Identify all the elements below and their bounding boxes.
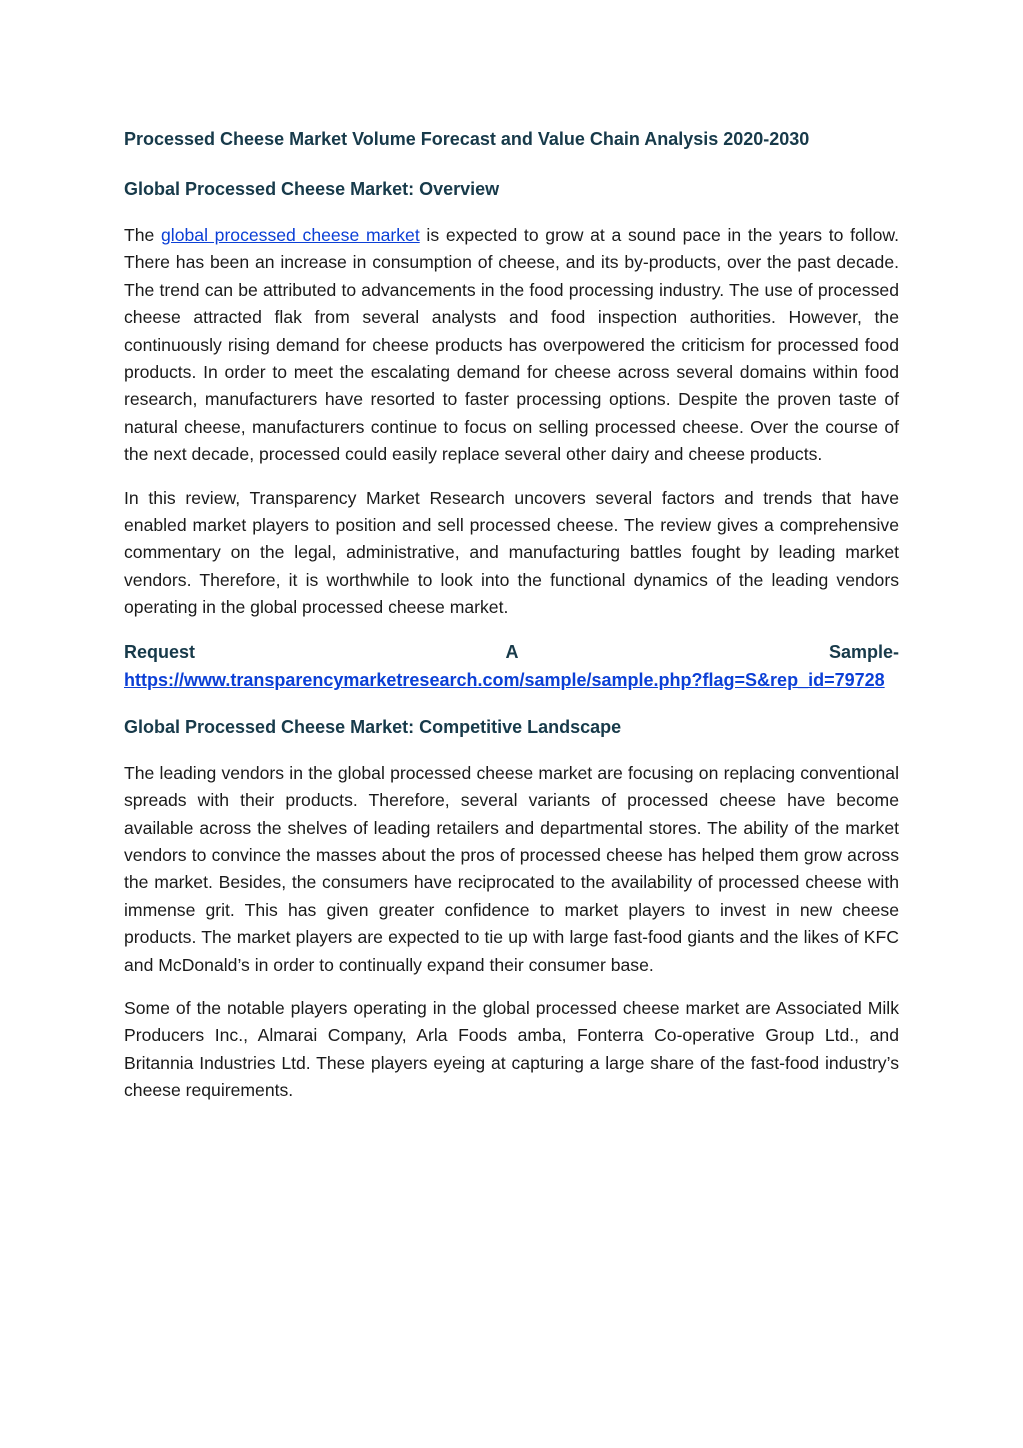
- request-word: Request: [124, 641, 196, 662]
- review-paragraph: In this review, Transparency Market Research uncovers several factors and trends that have enabled market players to position and sell processed cheese. The review gives a comprehensive commentary on the legal, administrative, and manufacturing battles fought by leading market vendors. Therefore, it is worthwhile to look into the functional dynamics of the leading vendors operating in the global processed cheese market.: [124, 487, 899, 618]
- sample-request-link[interactable]: https://www.transparencymarketresearch.com/sample/sample.php?flag=S&rep_id=79728: [124, 669, 885, 690]
- overview-body: is expected to grow at a sound pace in the years to follow. There has been an increase in consumption of cheese, and its by-products, over the past decade. The trend can be attributed to advancements in the food processing industry. The use of processed cheese attracted flak from several analysts and food inspection authorities. However, the continuously rising demand for cheese products has overpowered the criticism for processed food products. In order to meet the escalating demand for cheese across several domains within food research, manufacturers have resorted to faster processing options. Despite the proven taste of natural cheese, manufacturers continue to focus on selling processed cheese. Over the course of the next decade, processed could easily replace several other dairy and cheese products.: [124, 225, 899, 465]
- request-sample-word: Sample-: [828, 641, 899, 662]
- request-sample-line: [124, 638, 899, 666]
- overview-heading: Global Processed Cheese Market: Overview: [124, 179, 500, 199]
- players-paragraph: Some of the notable players operating in the global processed cheese market are Associated Milk Producers Inc., Almarai Company, Arla Foods amba, Fonterra Co-operative Group Ltd., and Britannia Industries Ltd. These players eyeing at capturing a large share of the fast-food industry’s cheese requirements.: [124, 997, 899, 1101]
- request-a-word: A: [505, 641, 519, 662]
- competitive-paragraph: The leading vendors in the global processed cheese market are focusing on replacing conventional spreads with their products. Therefore, several variants of processed cheese have become available across the shelves of leading retailers and departmental stores. The ability of the market vendors to convince the masses about the pros of processed cheese has helped them grow across the market. Besides, the consumers have reciprocated to the availability of processed cheese with immense grit. This has given greater confidence to market players to invest in new cheese products. The market players are expected to tie up with large fast-food giants and the likes of KFC and McDonald’s in order to continually expand their consumer base.: [124, 762, 899, 975]
- document-title: Processed Cheese Market Volume Forecast and Value Chain Analysis 2020-2030: [124, 129, 810, 149]
- overview-paragraph: [124, 222, 899, 469]
- document-page: [124, 122, 899, 1105]
- overview-prefix: The: [124, 225, 162, 245]
- market-link[interactable]: global processed cheese market: [161, 225, 420, 245]
- competitive-heading: Global Processed Cheese Market: Competitive Landscape: [124, 716, 622, 737]
